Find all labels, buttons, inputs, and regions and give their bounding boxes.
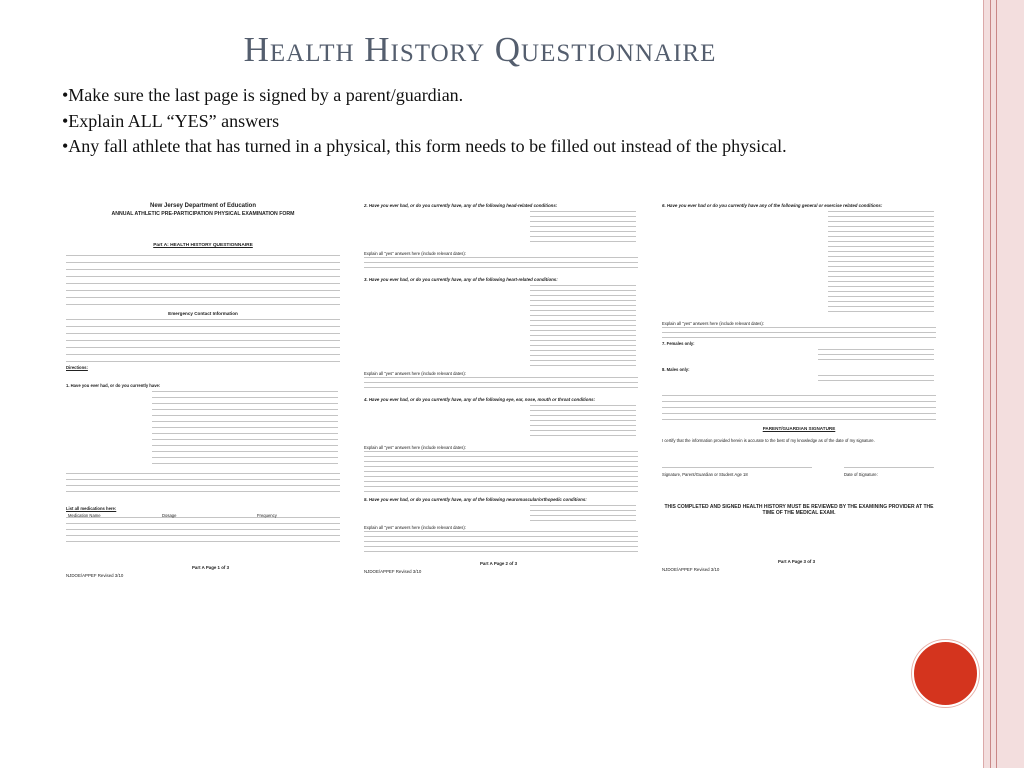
form-rule: [66, 347, 340, 348]
signature-line-label: Signature, Parent/Guardian or Student Age 18: [662, 472, 748, 477]
page-footer-revision: NJDOE/APPEF Revised 3/10: [364, 569, 422, 574]
form-rule: [66, 297, 340, 298]
form-rule: [364, 257, 638, 258]
form-subheader: ANNUAL ATHLETIC PRE-PARTICIPATION PHYSICAL EXAMINATION FORM: [111, 211, 295, 217]
question-5: 5. Have you ever had, or do you currently have, any of the following neuromuscular/orthopedic conditions:: [364, 497, 587, 502]
form-header: New Jersey Department of Education: [149, 203, 257, 209]
form-rule: [530, 360, 636, 361]
explain-label: Explain all "yes" answers here (include relevant dates):: [364, 371, 466, 376]
form-rule: [818, 359, 934, 360]
question-1: 1. Have you ever had, or do you currently have:: [66, 383, 161, 388]
form-rule: [828, 301, 934, 302]
form-rule: [828, 256, 934, 257]
med-col-name: Medication Name: [68, 513, 101, 518]
explain-label: Explain all "yes" answers here (include relevant dates):: [364, 525, 466, 530]
form-rule: [364, 551, 638, 552]
form-rule: [364, 476, 638, 477]
form-rule: [828, 276, 934, 277]
form-rule: [66, 262, 340, 263]
form-rule: [364, 451, 638, 452]
form-rule: [66, 535, 340, 536]
form-rule: [66, 333, 340, 334]
form-rule: [66, 473, 340, 474]
form-rule: [828, 296, 934, 297]
form-rule: [66, 485, 340, 486]
form-rule: [828, 261, 934, 262]
page-footer-revision: NJDOE/APPEF Revised 3/10: [66, 573, 124, 578]
form-rule: [66, 517, 340, 518]
form-page-2-image: [360, 195, 642, 590]
form-rule: [530, 241, 636, 242]
form-rule: [662, 413, 936, 414]
form-rule: [828, 226, 934, 227]
form-rule: [530, 221, 636, 222]
form-rule: [66, 479, 340, 480]
form-rule: [66, 361, 340, 362]
form-rule: [530, 425, 636, 426]
form-rule: [364, 531, 638, 532]
form-rule: [818, 354, 934, 355]
form-page-3-image: [658, 195, 940, 590]
form-rule: [152, 427, 338, 428]
form-rule: [530, 236, 636, 237]
form-rule: [364, 491, 638, 492]
form-rule: [530, 330, 636, 331]
form-rule: [66, 326, 340, 327]
form-rule: [364, 461, 638, 462]
form-rule: [828, 286, 934, 287]
bullet-item: •Make sure the last page is signed by a parent/guardian.: [62, 85, 464, 105]
form-rule: [364, 481, 638, 482]
form-rule: [530, 430, 636, 431]
form-rule: [152, 409, 338, 410]
form-rule: [828, 291, 934, 292]
form-rule: [828, 311, 934, 312]
form-rule: [844, 467, 934, 468]
form-rule: [152, 391, 338, 392]
form-rule: [152, 403, 338, 404]
explain-label: Explain all "yes" answers here (include relevant dates):: [662, 321, 764, 326]
emergency-contact-label: Emergency Contact Information: [168, 311, 238, 316]
form-rule: [152, 433, 338, 434]
form-rule: [364, 456, 638, 457]
form-rule: [364, 466, 638, 467]
form-rule: [152, 397, 338, 398]
form-rule: [530, 325, 636, 326]
form-rule: [530, 226, 636, 227]
form-rule: [662, 327, 936, 328]
form-rule: [530, 340, 636, 341]
form-rule: [66, 304, 340, 305]
form-rule: [828, 306, 934, 307]
med-col-dosage: Dosage: [162, 513, 177, 518]
form-rule: [364, 541, 638, 542]
form-rule: [66, 290, 340, 291]
form-rule: [828, 231, 934, 232]
form-rule: [828, 251, 934, 252]
form-rule: [66, 541, 340, 542]
decorative-red-circle: [912, 640, 979, 707]
form-rule: [152, 439, 338, 440]
form-rule: [530, 405, 636, 406]
form-rule: [66, 255, 340, 256]
page-footer: Part A Page 1 of 3: [192, 565, 230, 570]
bullet-list: [62, 83, 882, 160]
form-rule: [530, 300, 636, 301]
form-rule: [152, 457, 338, 458]
form-rule: [152, 451, 338, 452]
form-rule: [828, 216, 934, 217]
question-4: 4. Have you ever had, or do you currently have, any of the following eye, ear, nose, mouth or throat conditions:: [364, 397, 596, 402]
question-3: 3. Have you ever had, or do you currently have, any of the following heart-related conditions:: [364, 277, 558, 282]
form-rule: [530, 305, 636, 306]
form-rule: [828, 221, 934, 222]
form-rule: [530, 420, 636, 421]
form-rule: [828, 266, 934, 267]
form-rule: [66, 523, 340, 524]
question-2: 2. Have you ever had, or do you currently have, any of the following head-related conditions:: [364, 203, 558, 208]
directions-label: Directions:: [66, 365, 88, 370]
certify-text: I certify that the information provided herein is accurate to the best of my knowledge as of the date of my signature.: [662, 438, 875, 443]
form-rule: [66, 340, 340, 341]
form-rule: [364, 486, 638, 487]
explain-label: Explain all "yes" answers here (include relevant dates):: [364, 251, 466, 256]
form-rule: [530, 515, 636, 516]
form-rule: [66, 529, 340, 530]
question-6: 6. Have you ever had or do you currently have any of the following general or exercise related conditions:: [662, 203, 883, 208]
med-col-frequency: Frequency: [257, 513, 277, 518]
explain-label: Explain all "yes" answers here (include relevant dates):: [364, 445, 466, 450]
completed-notice: THIS COMPLETED AND SIGNED HEALTH HISTORY MUST BE REVIEWED BY THE EXAMINING PROVIDER AT THE TIME OF THE MEDICAL EXAM.: [664, 504, 934, 516]
page-footer: Part A Page 3 of 3: [778, 559, 816, 564]
form-rule: [66, 319, 340, 320]
form-rule: [364, 546, 638, 547]
form-rule: [530, 350, 636, 351]
form-rule: [364, 382, 638, 383]
form-rule: [530, 335, 636, 336]
form-rule: [828, 246, 934, 247]
form-rule: [530, 520, 636, 521]
form-rule: [364, 387, 638, 388]
form-rule: [662, 407, 936, 408]
form-rule: [66, 276, 340, 277]
medications-label: List all medications here:: [66, 506, 117, 511]
form-rule: [364, 471, 638, 472]
form-rule: [364, 262, 638, 263]
page-footer: Part A Page 2 of 3: [480, 561, 518, 566]
form-rule: [66, 283, 340, 284]
form-rule: [66, 491, 340, 492]
bullet-item: •Explain ALL “YES” answers: [62, 110, 280, 131]
form-rule: [828, 236, 934, 237]
form-rule: [152, 415, 338, 416]
form-rule: [530, 415, 636, 416]
form-rule: [364, 267, 638, 268]
form-rule: [530, 315, 636, 316]
form-rule: [818, 380, 934, 381]
form-rule: [530, 285, 636, 286]
parent-signature-label: PARENT/GUARDIAN SIGNATURE: [762, 426, 836, 431]
form-rule: [530, 505, 636, 506]
form-rule: [530, 435, 636, 436]
form-rule: [662, 401, 936, 402]
form-rule: [828, 211, 934, 212]
form-rule: [530, 365, 636, 366]
decorative-side-strip: [983, 0, 1024, 768]
form-rule: [152, 421, 338, 422]
question-8: 8. Males only:: [662, 367, 690, 372]
form-rule: [530, 290, 636, 291]
form-rule: [818, 349, 934, 350]
form-rule: [530, 345, 636, 346]
form-rule: [530, 231, 636, 232]
form-rule: [818, 375, 934, 376]
form-rule: [66, 269, 340, 270]
form-rule: [66, 354, 340, 355]
form-rule: [530, 295, 636, 296]
form-rule: [530, 320, 636, 321]
form-rule: [828, 271, 934, 272]
form-rule: [662, 395, 936, 396]
form-rule: [530, 310, 636, 311]
date-signature-label: Date of Signature:: [844, 472, 878, 477]
form-rule: [152, 463, 338, 464]
form-rule: [152, 445, 338, 446]
form-rule: [662, 419, 936, 420]
form-rule: [530, 211, 636, 212]
form-rule: [364, 377, 638, 378]
form-rule: [530, 216, 636, 217]
form-page-1-image: [62, 195, 344, 590]
form-rule: [662, 332, 936, 333]
form-rule: [828, 241, 934, 242]
form-rule: [364, 536, 638, 537]
form-rule: [662, 467, 812, 468]
question-7: 7. Females only:: [662, 341, 695, 346]
bullet-item: •Any fall athlete that has turned in a physical, this form needs to be filled out instead of the physical.: [62, 136, 787, 156]
part-a-label: Part A: HEALTH HISTORY QUESTIONNAIRE: [153, 243, 253, 248]
form-rule: [530, 355, 636, 356]
page-footer-revision: NJDOE/APPEF Revised 3/10: [662, 567, 720, 572]
form-rule: [530, 510, 636, 511]
form-rule: [530, 410, 636, 411]
slide-title: Health History Questionnaire: [243, 30, 717, 69]
form-rule: [662, 337, 936, 338]
form-rule: [828, 281, 934, 282]
